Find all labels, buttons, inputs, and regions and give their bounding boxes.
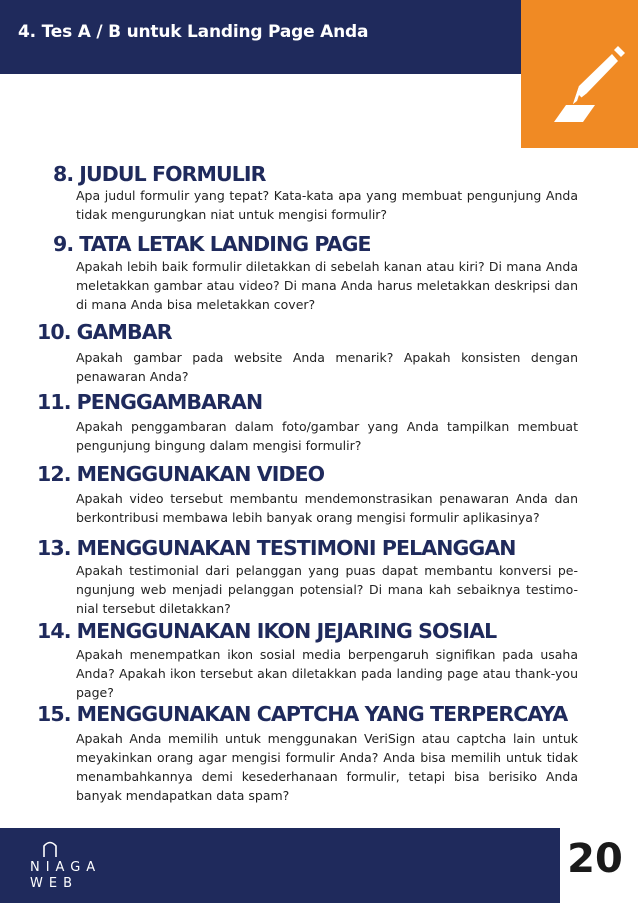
- section-number: 9.: [53, 232, 74, 256]
- section-title: TATA LETAK LANDING PAGE: [79, 232, 371, 256]
- logo-text-line1: NIAGA: [30, 860, 102, 875]
- section-title: PENGGAMBARAN: [76, 390, 263, 414]
- section-description: Apakah video tersebut membantu mendemonstrasikan penawaran Anda dan berkontribusi membawa lebih banyak orang mengisi formulir aplikasinya?: [76, 491, 578, 525]
- section-number: 12.: [37, 462, 71, 486]
- section-description: Apakah gambar pada website Anda menarik? Apakah konsisten dengan penawaran Anda?: [76, 350, 578, 384]
- section-number: 14.: [37, 619, 71, 643]
- section-title: GAMBAR: [76, 320, 172, 344]
- section-title: JUDUL FORMULIR: [79, 162, 266, 186]
- page-title: 4. Tes A / B untuk Landing Page Anda: [18, 22, 369, 42]
- section-description: Apakah Anda memilih untuk menggunakan VeriSign atau captcha lain untuk meyakinkan orang agar mengisi formulir Anda? Anda bisa memilih untuk tidak menambahkannya demi kesederhanaan formulir, tetapi bisa berisiko Anda banyak mendapatkan data spam?: [76, 731, 578, 803]
- section-heading: [53, 162, 266, 186]
- section-number: 10.: [37, 320, 71, 344]
- section-title: MENGGUNAKAN CAPTCHA YANG TERPERCAYA: [76, 702, 568, 726]
- section-number: 8.: [53, 162, 74, 186]
- section-heading: [37, 619, 496, 643]
- section-number: 13.: [37, 536, 71, 560]
- logo-mark-icon: [42, 838, 58, 858]
- section-title: MENGGUNAKAN IKON JEJARING SOSIAL: [76, 619, 497, 643]
- section-heading: [37, 320, 172, 344]
- logo-text-line2: WEB: [30, 876, 78, 891]
- section-title: MENGGUNAKAN TESTIMONI PELANGGAN: [76, 536, 516, 560]
- section-heading: [37, 390, 262, 414]
- section-number: 15.: [37, 702, 71, 726]
- section-description: Apakah testimonial dari pelanggan yang puas dapat membantu konversi pe-ngunjung web menjadi pelanggan potensial? Di mana kah sebaiknya testimo-nial tersebut diletakkan?: [76, 563, 578, 616]
- section-description: Apakah penggambaran dalam foto/gambar yang Anda tampilkan membuat pengunjung bingung dalam mengisi formulir?: [76, 419, 578, 453]
- section-description: Apa judul formulir yang tepat? Kata-kata apa yang membuat pengunjung Anda tidak mengurungkan niat untuk mengisi formulir?: [76, 188, 578, 222]
- section-heading: [37, 536, 516, 560]
- section-title: MENGGUNAKAN VIDEO: [76, 462, 325, 486]
- section-heading: [37, 702, 567, 726]
- pencil-writing-icon: [521, 0, 638, 148]
- page-number-box: [560, 828, 638, 903]
- chapter-badge: [521, 0, 638, 148]
- page-number: 20: [567, 836, 623, 882]
- section-heading: [53, 232, 371, 256]
- section-description: Apakah menempatkan ikon sosial media berpengaruh signifikan pada usaha Anda? Apakah ikon tersebut akan diletakkan pada landing page atau thank-you page?: [76, 647, 578, 700]
- section-heading: [37, 462, 324, 486]
- section-number: 11.: [37, 390, 71, 414]
- section-description: Apakah lebih baik formulir diletakkan di sebelah kanan atau kiri? Di mana Anda meletakkan gambar atau video? Di mana Anda harus meletakkan deskripsi dan di mana Anda bisa meletakkan cover?: [76, 259, 578, 312]
